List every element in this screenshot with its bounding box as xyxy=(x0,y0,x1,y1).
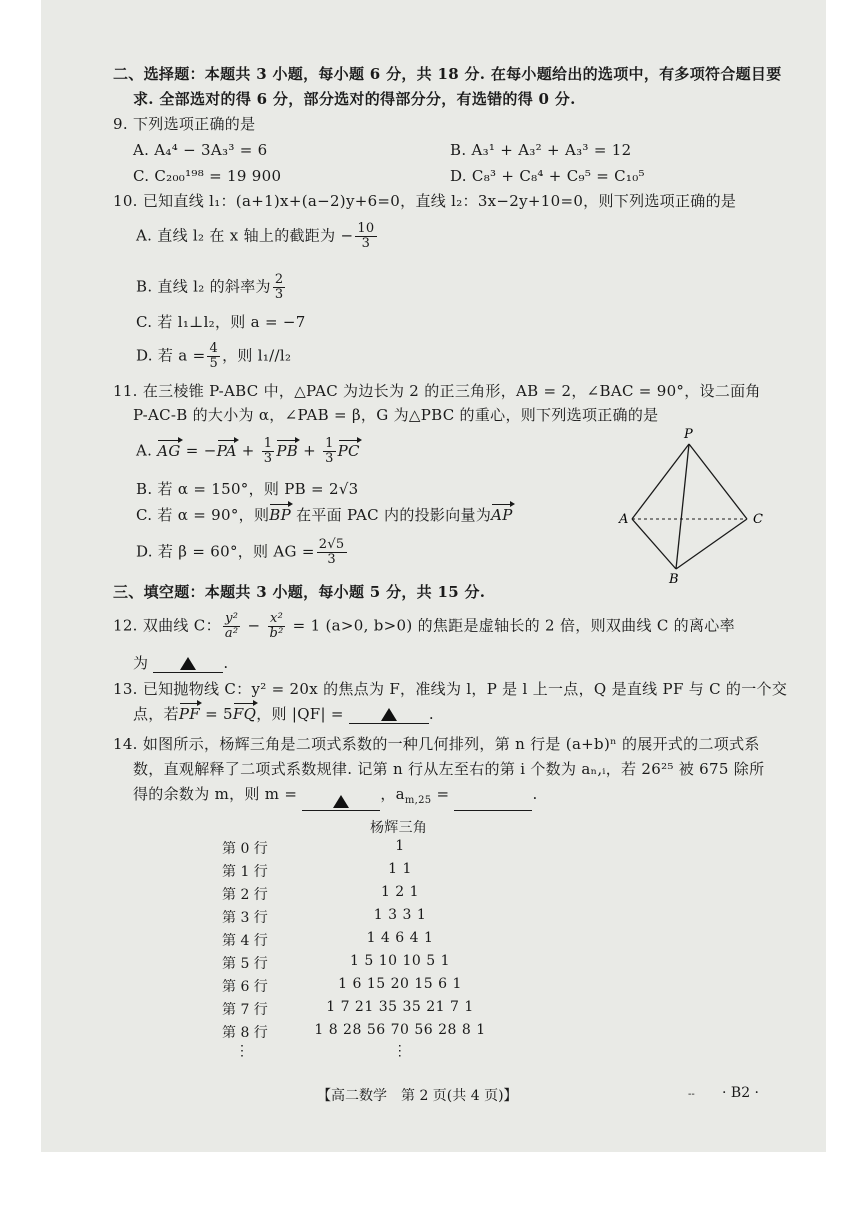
q11-option-d xyxy=(136,538,349,567)
q10-option-a xyxy=(136,222,379,251)
q12-frac-y xyxy=(223,612,241,641)
row-label-5: 第 5 行 xyxy=(222,956,268,972)
yanghui-row-dots: ⋮ xyxy=(392,1043,408,1059)
q10-a-fraction xyxy=(355,222,376,251)
q12-answer-blank[interactable] xyxy=(153,654,223,673)
q10-d-den: 5 xyxy=(209,356,219,371)
q13-text-mid: ，则 |QF| = xyxy=(256,705,344,723)
q14-text-eq: = xyxy=(431,785,450,803)
q12-text-wei: 为 xyxy=(133,654,149,672)
q14-line1: 14. 如图所示，杨辉三角是二项式系数的一种几何排列，第 n 行是 (a+b)ⁿ 的展开式的二项式系 xyxy=(113,735,760,753)
q14-line2: 数，直观解释了二项式系数规律. 记第 n 行从左至右的第 i 个数为 aₙ,ᵢ，若 26²⁵ 被 675 除所 xyxy=(133,760,765,778)
q12-frac-x xyxy=(267,612,285,641)
triangle-marker-icon xyxy=(333,795,349,808)
page-footer: 【高二数学 第 2 页(共 4 页)】 xyxy=(317,1088,518,1104)
q10-d-num: 4 xyxy=(209,341,219,356)
footer-dash: -- xyxy=(688,1089,695,1100)
yanghui-row-0: 1 xyxy=(395,838,405,854)
q10-option-c: C. 若 l₁⊥l₂，则 a = −7 xyxy=(136,313,306,331)
vector-pa: PA xyxy=(216,441,237,460)
row-label-7: 第 7 行 xyxy=(222,1002,268,1018)
edge-ab xyxy=(632,519,676,569)
q9-option-d: D. C₈³ + C₈⁴ + C₉⁵ = C₁₀⁵ xyxy=(450,167,645,185)
triangle-marker-icon xyxy=(180,657,196,670)
q9-option-b: B. A₃¹ + A₃² + A₃³ = 12 xyxy=(450,141,632,159)
q11-stem-line1: 11. 在三棱锥 P-ABC 中，△PAC 为边长为 2 的正三角形，AB = 2，∠BAC = 90°，设二面角 xyxy=(113,382,761,400)
yanghui-row-3: 1 3 3 1 xyxy=(373,907,427,923)
q11-d-text: D. 若 β = 60°，则 AG = xyxy=(136,542,315,561)
q10-b-fraction xyxy=(273,273,286,302)
q12-line2 xyxy=(133,653,228,673)
q11-a-frac2 xyxy=(323,437,336,466)
row-label-2: 第 2 行 xyxy=(222,887,268,903)
vector-pc: PC xyxy=(337,441,360,460)
q10-d-text: D. 若 a = xyxy=(136,346,206,365)
row-label-0: 第 0 行 xyxy=(222,841,268,857)
yanghui-title: 杨辉三角 xyxy=(370,820,428,836)
q11-a-frac1-den: 3 xyxy=(263,451,273,466)
q11-option-c xyxy=(136,505,513,525)
q10-option-b xyxy=(136,273,287,302)
q12-minus: − xyxy=(242,616,266,635)
vertex-label-p: P xyxy=(684,427,693,442)
q13-period: . xyxy=(428,705,434,723)
edge-bc xyxy=(676,519,747,569)
yanghui-row-1: 1 1 xyxy=(388,861,412,877)
vector-pf: PF xyxy=(178,705,201,723)
q11-d-num: 2√5 xyxy=(318,537,345,552)
q11-a-label: A. xyxy=(136,441,153,460)
q10-a-text: A. 直线 l₂ 在 x 轴上的截距为 − xyxy=(136,226,354,245)
q14-period: . xyxy=(532,785,538,803)
q10-b-num: 2 xyxy=(274,272,284,287)
q11-d-fraction xyxy=(317,538,347,567)
q13-line2 xyxy=(133,704,434,724)
row-label-4: 第 4 行 xyxy=(222,933,268,949)
vertex-label-b: B xyxy=(669,572,679,587)
row-label-1: 第 1 行 xyxy=(222,864,268,880)
q14-subscript: m,25 xyxy=(404,795,432,806)
q12-text-post: = 1 (a>0, b>0) 的焦距是虚轴长的 2 倍，则双曲线 C 的离心率 xyxy=(287,616,735,635)
q11-d-den: 3 xyxy=(327,552,336,567)
row-label-dots: ⋮ xyxy=(235,1043,249,1059)
q10-a-den: 3 xyxy=(361,236,371,251)
q11-c-mid: 在平面 PAC 内的投影向量为 xyxy=(291,506,492,524)
q11-c-text: C. 若 α = 90°，则 xyxy=(136,506,270,524)
yanghui-row-5: 1 5 10 10 5 1 xyxy=(349,953,450,969)
q12-line1 xyxy=(113,612,735,641)
q13-line1: 13. 已知抛物线 C：y² = 20x 的焦点为 F，准线为 l，P 是 l 上一点，Q 是直线 PF 与 C 的一个交 xyxy=(113,680,788,698)
section2-header-line2: 求. 全部选对的得 6 分，部分选对的得部分分，有选错的得 0 分. xyxy=(133,90,576,108)
yanghui-row-4: 1 4 6 4 1 xyxy=(366,930,434,946)
q12-frac-x-num: x² xyxy=(269,611,284,626)
section3-header: 三、填空题：本题共 3 小题，每小题 5 分，共 15 分. xyxy=(113,583,486,601)
yanghui-row-7: 1 7 21 35 35 21 7 1 xyxy=(326,999,474,1015)
tetrahedron-figure xyxy=(610,422,770,587)
q9-option-a: A. A₄⁴ − 3A₃³ = 6 xyxy=(133,141,268,159)
q10-b-den: 3 xyxy=(274,287,284,302)
q14-line3 xyxy=(133,784,538,811)
q12-frac-y-den: a² xyxy=(224,626,239,641)
q9-option-c: C. C₂₀₀¹⁹⁸ = 19 900 xyxy=(133,167,282,185)
q11-a-frac2-den: 3 xyxy=(325,451,334,466)
q10-d-tail: ，则 l₁//l₂ xyxy=(222,346,292,365)
vector-ag: AG xyxy=(157,441,181,460)
q11-a-frac1 xyxy=(262,437,275,466)
q11-a-plus2: + xyxy=(298,441,322,460)
edge-pc xyxy=(689,444,747,519)
q10-stem: 10. 已知直线 l₁：(a+1)x+(a−2)y+6=0，直线 l₂：3x−2y+10=0，则下列选项正确的是 xyxy=(113,192,737,210)
row-label-8: 第 8 行 xyxy=(222,1025,268,1041)
q12-frac-y-num: y² xyxy=(225,611,239,626)
triangle-marker-icon xyxy=(381,708,397,721)
row-label-6: 第 6 行 xyxy=(222,979,268,995)
q11-a-plus1: + xyxy=(236,441,260,460)
q14-answer-blank-a[interactable] xyxy=(454,792,532,811)
vector-fq: FQ xyxy=(232,705,257,723)
yanghui-row-6: 1 6 15 20 15 6 1 xyxy=(338,976,462,992)
q10-b-text: B. 直线 l₂ 的斜率为 xyxy=(136,277,271,296)
vertex-label-a: A xyxy=(619,512,629,527)
q13-eq: = 5 xyxy=(200,705,233,723)
q9-stem: 9. 下列选项正确的是 xyxy=(113,115,256,133)
yanghui-row-2: 1 2 1 xyxy=(380,884,420,900)
q11-a-frac1-num: 1 xyxy=(263,436,273,451)
q14-text-pre: 得的余数为 m，则 m = xyxy=(133,785,298,803)
q10-option-d xyxy=(136,342,291,371)
q12-text-pre: 12. 双曲线 C： xyxy=(113,616,221,635)
q11-a-eq: = − xyxy=(180,441,217,460)
vector-ap: AP xyxy=(491,506,513,524)
q14-answer-blank-m[interactable] xyxy=(302,792,380,811)
edge-pa xyxy=(632,444,689,519)
q10-a-num: 10 xyxy=(357,221,375,236)
yanghui-row-8: 1 8 28 56 70 56 28 8 1 xyxy=(314,1022,486,1038)
q12-frac-x-den: b² xyxy=(269,626,284,641)
vector-bp: BP xyxy=(269,506,291,524)
q13-answer-blank[interactable] xyxy=(349,705,429,724)
q11-option-a xyxy=(136,437,360,466)
q10-d-fraction xyxy=(207,342,220,371)
q11-a-frac2-num: 1 xyxy=(325,436,334,451)
edge-pb xyxy=(676,444,689,569)
q12-period: . xyxy=(223,654,229,672)
q11-option-b: B. 若 α = 150°，则 PB = 2√3 xyxy=(136,480,359,498)
q13-text-pre: 点，若 xyxy=(133,705,179,723)
section2-header-line1: 二、选择题：本题共 3 小题，每小题 6 分，共 18 分. 在每小题给出的选项中，有多项符合题目要 xyxy=(113,65,782,83)
vertex-label-c: C xyxy=(753,512,763,527)
q14-text-a: ，a xyxy=(380,785,405,803)
page-code: · B2 · xyxy=(722,1085,759,1101)
vector-pb: PB xyxy=(276,441,299,460)
row-label-3: 第 3 行 xyxy=(222,910,268,926)
q11-stem-line2: P-AC-B 的大小为 α，∠PAB = β，G 为△PBC 的重心，则下列选项正确的是 xyxy=(133,406,659,424)
